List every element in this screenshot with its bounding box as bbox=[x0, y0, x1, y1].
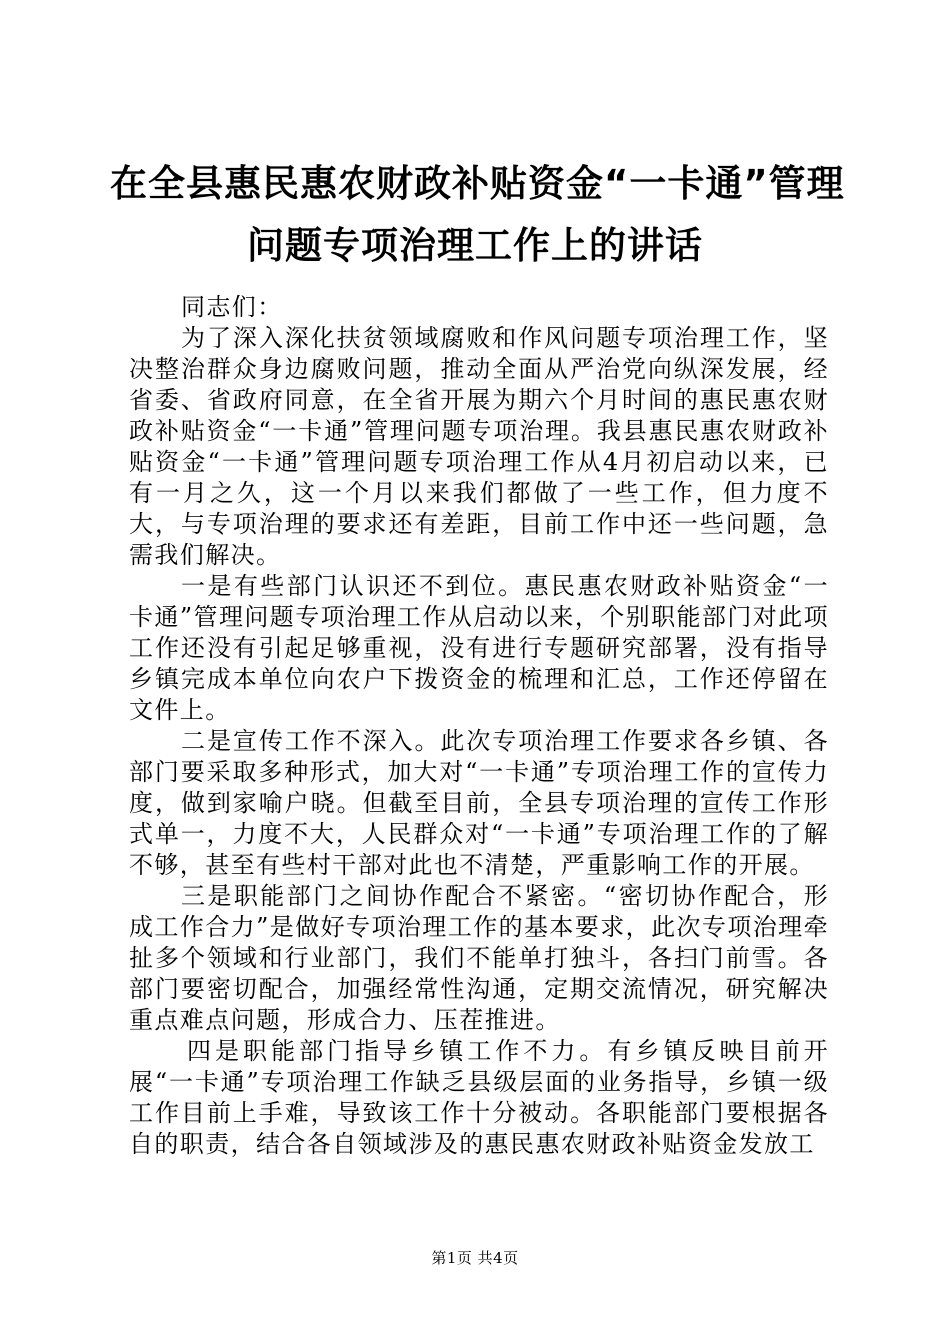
page-number-footer: 第1页 共4页 bbox=[431, 1249, 519, 1267]
paragraph-point-4: 四是职能部门指导乡镇工作不力。有乡镇反映目前开展“一卡通”专项治理工作缺乏县级层面的业务指导，乡镇一级工作目前上手难，导致该工作十分被动。各职能部门要根据各自的职责，结合各自领域涉及的惠民惠农财政补贴资金发放工 bbox=[129, 1037, 829, 1158]
paragraph-point-2: 二是宣传工作不深入。此次专项治理工作要求各乡镇、各部门要采取多种形式，加大对“一卡通”专项治理工作的宣传力度，做到家喻户晓。但截至目前，全县专项治理的宣传工作形式单一，力度不大，人民群众对“一卡通”专项治理工作的了解不够，甚至有些村干部对此也不清楚，严重影响工作的开展。 bbox=[129, 727, 829, 879]
paragraph-intro: 为了深入深化扶贫领域腐败和作风问题专项治理工作，坚决整治群众身边腐败问题，推动全面从严治党向纵深发展，经省委、省政府同意，在全省开展为期六个月时间的惠民惠农财政补贴资金“一卡通”管理问题专项治理。我县惠民惠农财政补贴资金“一卡通”管理问题专项治理工作从4月初启动以来，已有一月之久，这一个月以来我们都做了一些工作，但力度不大，与专项治理的要求还有差距，目前工作中还一些问题，急需我们解决。 bbox=[129, 324, 829, 569]
document-title-line-1: 在全县惠民惠农财政补贴资金“一卡通”管理 bbox=[110, 162, 845, 205]
salutation: 同志们： bbox=[181, 293, 283, 321]
document-title-line-2: 问题专项治理工作上的讲话 bbox=[247, 224, 703, 267]
paragraph-point-1: 一是有些部门认识还不到位。惠民惠农财政补贴资金“一卡通”管理问题专项治理工作从启动以来，个别职能部门对此项工作还没有引起足够重视，没有进行专题研究部署，没有指导乡镇完成本单位向农户下拨资金的梳理和汇总，工作还停留在文件上。 bbox=[129, 572, 829, 724]
paragraph-point-3: 三是职能部门之间协作配合不紧密。“密切协作配合，形成工作合力”是做好专项治理工作的基本要求，此次专项治理牵扯多个领域和行业部门，我们不能单打独斗，各扫门前雪。各部门要密切配合，加强经常性沟通，定期交流情况，研究解决重点难点问题，形成合力、压茬推进。 bbox=[129, 882, 829, 1034]
document-body bbox=[129, 292, 829, 1160]
